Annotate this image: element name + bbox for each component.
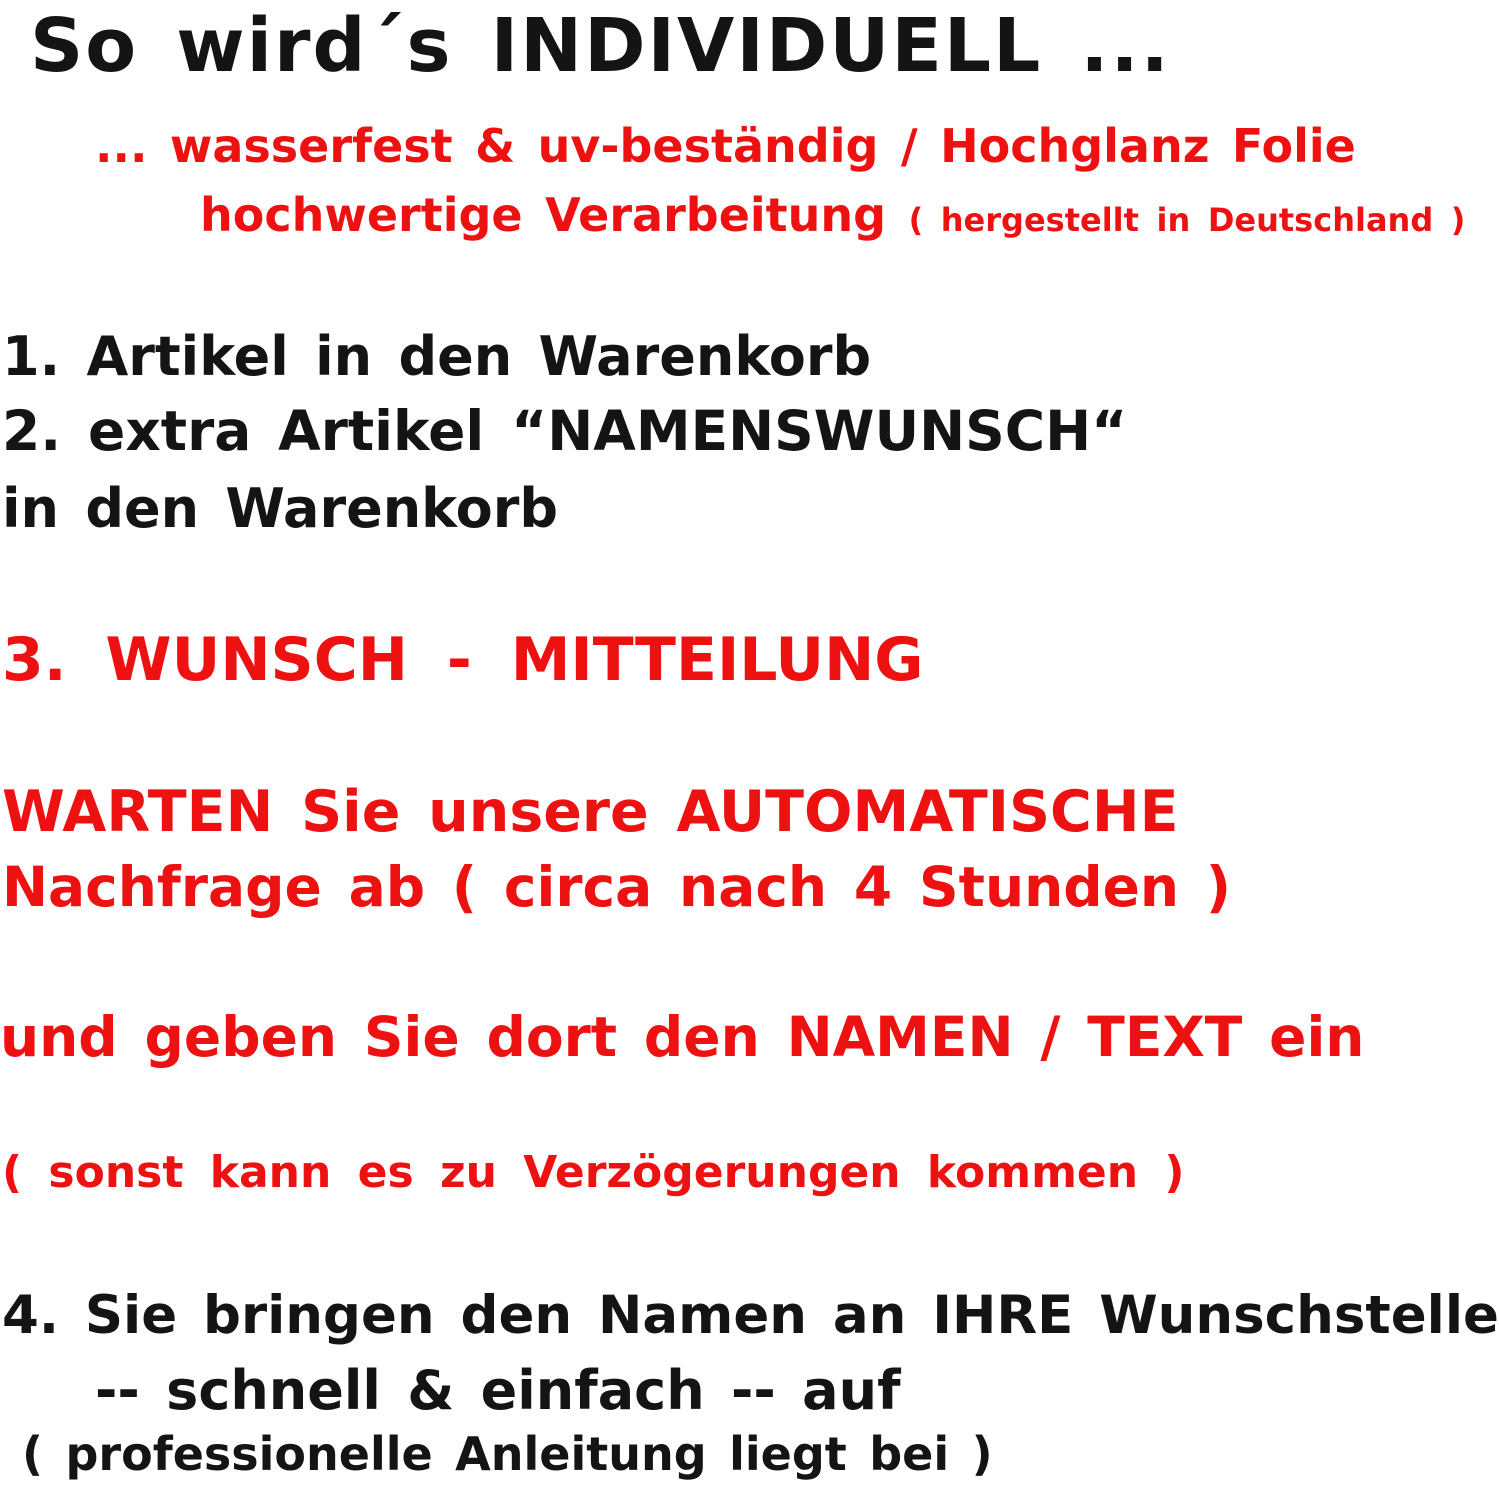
step-4-line-2: -- schnell & einfach -- auf: [95, 1359, 901, 1422]
step-4-line-1: 4. Sie bringen den Namen an IHRE Wunschstelle: [2, 1285, 1499, 1346]
feature-line-waterproof: ... wasserfest & uv-beständig / Hochglanz Folie: [95, 119, 1356, 173]
delay-warning-note: ( sonst kann es zu Verzögerungen kommen ): [2, 1147, 1185, 1198]
step-2-line-2: in den Warenkorb: [2, 477, 559, 540]
wait-notice-line-2: Nachfrage ab ( circa nach 4 Stunden ): [2, 855, 1232, 919]
step-3-text: 3. WUNSCH - MITTEILUNG: [2, 625, 924, 695]
name-input-instruction: und geben Sie dort den NAMEN / TEXT ein: [0, 1005, 1365, 1069]
step-1-text: 1. Artikel in den Warenkorb: [2, 325, 872, 388]
instruction-included-note: ( professionelle Anleitung liegt bei ): [22, 1427, 993, 1481]
made-in-germany-note: ( hergestellt in Deutschland ): [908, 201, 1466, 239]
page-title: So wird´s INDIVIDUELL ...: [30, 3, 1171, 89]
feature-line-quality: [200, 189, 1465, 242]
wait-notice-line-1: WARTEN Sie unsere AUTOMATISCHE: [2, 779, 1179, 845]
step-2-line-1: 2. extra Artikel “NAMENSWUNSCH“: [2, 399, 1128, 463]
feature-quality-text: hochwertige Verarbeitung: [200, 188, 887, 242]
